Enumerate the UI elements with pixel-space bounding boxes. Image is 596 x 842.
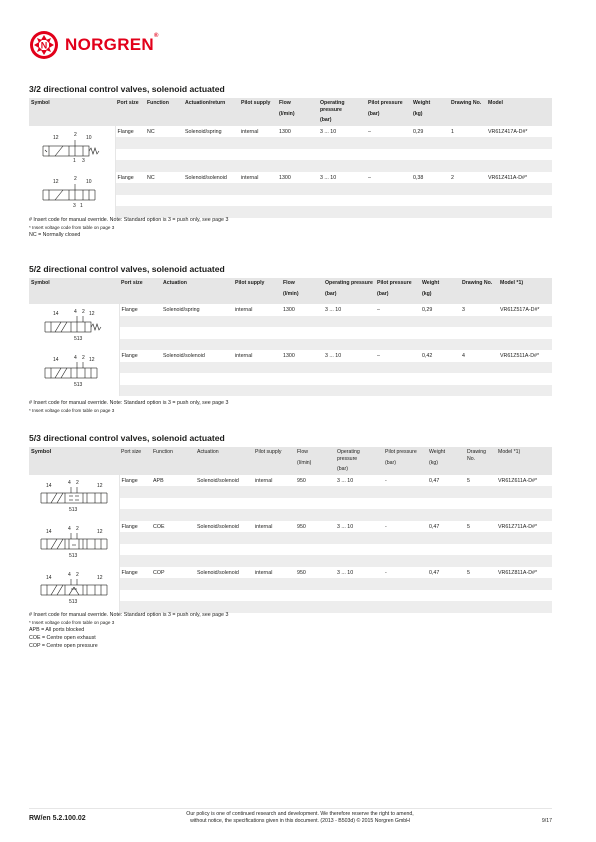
svg-text:N: N bbox=[40, 40, 48, 51]
table-header-row bbox=[29, 278, 552, 304]
symbol-port-label: 2 bbox=[82, 309, 85, 315]
cell-actuation: Solenoid/solenoid bbox=[197, 477, 239, 484]
symbol-port-label: 2 bbox=[76, 525, 79, 532]
cell-port-size: Flange bbox=[121, 569, 138, 576]
symbol-cell bbox=[29, 521, 119, 567]
unit-label: (bar) bbox=[337, 466, 348, 472]
cell-flow: 1300 bbox=[279, 128, 291, 135]
symbol-port-label: 3 bbox=[73, 202, 76, 209]
unit-label: (l/min) bbox=[279, 110, 295, 117]
table-row bbox=[29, 304, 552, 316]
note-abbreviation: NC = Normally closed bbox=[29, 231, 81, 238]
unit-label: (l/min) bbox=[283, 290, 299, 297]
col-header-weight: Weight (kg) bbox=[427, 447, 465, 475]
col-header-pilot-supply: Pilot supply bbox=[235, 280, 265, 286]
note-voltage-code: * Insert voltage code from table on page 3 bbox=[29, 619, 115, 625]
symbol-port-label: 4 bbox=[68, 479, 71, 486]
cell-port-size: Flange bbox=[117, 174, 134, 181]
note-manual-override: # Insert code for manual override. Note: Standard option is 3 = push only, see page 3 bbox=[29, 217, 229, 223]
note-abbreviation: COP = Centre open pressure bbox=[29, 642, 98, 649]
symbol-port-label: 4 bbox=[74, 309, 77, 315]
cell-pilot-pressure: – bbox=[368, 128, 371, 135]
symbol-port-label: 12 bbox=[53, 134, 59, 141]
cell-pilot-supply: internal bbox=[255, 523, 273, 530]
notes-5-2 bbox=[29, 400, 228, 415]
symbol-port-label: 14 bbox=[46, 574, 52, 581]
cell-operating-pressure: 3 ... 10 bbox=[325, 307, 342, 313]
symbol-port-label: 14 bbox=[53, 357, 59, 363]
unit-label: (kg) bbox=[429, 459, 438, 466]
section-5-2-valves bbox=[29, 264, 552, 396]
cell-pilot-pressure: - bbox=[385, 523, 387, 530]
symbol-cell bbox=[29, 172, 115, 218]
symbol-port-label: 1 bbox=[80, 202, 83, 209]
symbol-port-label: 12 bbox=[89, 357, 95, 363]
symbol-port-label: 513 bbox=[74, 336, 83, 342]
cell-model: VR61Z517A-D#* bbox=[500, 307, 540, 313]
col-header-pilot-supply: Pilot supply bbox=[241, 100, 271, 106]
symbol-port-label: 4 bbox=[74, 355, 77, 361]
cell-port-size: Flange bbox=[121, 307, 138, 313]
symbol-cell bbox=[29, 475, 119, 521]
symbol-port-label: 12 bbox=[89, 311, 95, 317]
table-row bbox=[29, 172, 552, 184]
table-row bbox=[29, 521, 552, 533]
unit-label: (kg) bbox=[413, 110, 423, 117]
cell-drawing-no: 1 bbox=[451, 128, 454, 135]
notes-3-2 bbox=[29, 217, 228, 240]
cell-pilot-pressure: – bbox=[377, 353, 380, 359]
symbol-cell bbox=[29, 304, 119, 350]
col-header-pilot-supply: Pilot supply bbox=[255, 449, 282, 455]
col-header-model: Model *1) bbox=[498, 449, 521, 455]
valve-symbol-icon bbox=[29, 567, 119, 611]
col-header-flow: Flow (l/min) bbox=[295, 447, 335, 475]
cell-model: VR61Z611A-D#* bbox=[498, 477, 538, 484]
unit-label: (bar) bbox=[368, 110, 380, 117]
cell-weight: 0,38 bbox=[413, 174, 424, 181]
col-header-drawing-no: Drawing No. bbox=[462, 280, 493, 286]
norgren-logo-icon bbox=[29, 30, 59, 60]
cell-pilot-supply: internal bbox=[241, 128, 259, 135]
cell-actuation: Solenoid/solenoid bbox=[163, 353, 205, 359]
section-title: 3/2 directional control valves, solenoid actuated bbox=[29, 84, 225, 94]
cell-model: VR61Z417A-D#* bbox=[488, 128, 528, 135]
cell-model: VR61Z411A-D#* bbox=[488, 174, 528, 181]
col-header-flow: Flow (l/min) bbox=[281, 278, 323, 304]
footer-disclaimer bbox=[140, 811, 460, 826]
valve-symbol-icon bbox=[29, 521, 119, 565]
valve-symbol-icon bbox=[29, 172, 115, 216]
col-header-model: Model *1) bbox=[500, 280, 524, 286]
cell-pilot-supply: internal bbox=[241, 174, 259, 181]
symbol-port-label: 10 bbox=[86, 134, 92, 141]
note-manual-override: # Insert code for manual override. Note: Standard option is 3 = push only, see page 3 bbox=[29, 400, 229, 406]
cell-actuation: Solenoid/solenoid bbox=[197, 523, 239, 530]
col-header-actuation: Actuation/return bbox=[185, 100, 226, 106]
footer-divider bbox=[29, 808, 552, 809]
symbol-port-label: 12 bbox=[97, 574, 103, 581]
cell-operating-pressure: 3 ... 10 bbox=[320, 128, 337, 135]
table-row bbox=[29, 126, 552, 138]
col-header-symbol: Symbol bbox=[31, 280, 50, 286]
cell-actuation: Solenoid/spring bbox=[185, 128, 222, 135]
symbol-port-label: 14 bbox=[46, 528, 52, 535]
cell-port-size: Flange bbox=[117, 128, 134, 135]
document-code: RW/en 5.2.100.02 bbox=[29, 815, 86, 822]
symbol-port-label: 4 bbox=[68, 525, 71, 532]
valve-symbol-icon bbox=[29, 126, 115, 170]
cell-actuation: Solenoid/solenoid bbox=[185, 174, 227, 181]
symbol-port-label: 513 bbox=[69, 598, 78, 605]
col-header-function: Function bbox=[147, 100, 169, 106]
cell-drawing-no: 5 bbox=[467, 569, 470, 576]
unit-label: (l/min) bbox=[297, 459, 312, 466]
symbol-cell bbox=[29, 567, 119, 613]
cell-port-size: Flange bbox=[121, 523, 138, 530]
cell-weight: 0,47 bbox=[429, 523, 440, 530]
valve-table-5-2 bbox=[29, 278, 552, 396]
symbol-port-label: 2 bbox=[76, 571, 79, 578]
col-header-actuation: Actuation bbox=[163, 280, 187, 286]
col-header-symbol: Symbol bbox=[31, 449, 52, 455]
col-header-weight: Weight (kg) bbox=[411, 98, 449, 126]
col-header-actuation: Actuation bbox=[197, 449, 219, 455]
col-header-drawing-no: Drawing No. bbox=[451, 100, 482, 106]
cell-model: VR61Z711A-D#* bbox=[498, 523, 538, 530]
disclaimer-line: Our policy is one of continued research and development. We therefore reserve the right to amend, bbox=[186, 811, 414, 817]
cell-flow: 950 bbox=[297, 477, 306, 484]
cell-operating-pressure: 3 ... 10 bbox=[337, 477, 354, 484]
valve-symbol-icon bbox=[29, 304, 119, 348]
symbol-port-label: 2 bbox=[76, 479, 79, 486]
symbol-port-label: 14 bbox=[53, 311, 59, 317]
cell-pilot-pressure: – bbox=[368, 174, 371, 181]
unit-label: (bar) bbox=[377, 290, 389, 297]
cell-weight: 0,47 bbox=[429, 569, 440, 576]
symbol-port-label: 2 bbox=[82, 355, 85, 361]
col-header-drawing-no: Drawing No. bbox=[467, 449, 487, 462]
col-header-pilot-pressure: Pilot pressure (bar) bbox=[375, 278, 420, 304]
brand-name: NORGREN® bbox=[65, 33, 159, 54]
col-header-symbol: Symbol bbox=[31, 100, 50, 106]
cell-pilot-supply: internal bbox=[235, 353, 253, 359]
valve-table-5-3 bbox=[29, 447, 552, 613]
cell-pilot-supply: internal bbox=[255, 477, 273, 484]
col-header-model: Model bbox=[488, 100, 503, 106]
note-voltage-code: * Insert voltage code from table on page 3 bbox=[29, 224, 115, 230]
cell-weight: 0,47 bbox=[429, 477, 440, 484]
cell-drawing-no: 5 bbox=[467, 523, 470, 530]
cell-flow: 1300 bbox=[279, 174, 291, 181]
cell-operating-pressure: 3 ... 10 bbox=[337, 523, 354, 530]
cell-model: VR61Z811A-D#* bbox=[498, 569, 538, 576]
symbol-port-label: 14 bbox=[46, 482, 52, 489]
notes-5-3 bbox=[29, 612, 228, 651]
table-row bbox=[29, 567, 552, 579]
unit-label: (bar) bbox=[325, 290, 337, 297]
symbol-port-label: 4 bbox=[68, 571, 71, 578]
cell-weight: 0,42 bbox=[422, 353, 433, 359]
symbol-port-label: 2 bbox=[74, 175, 77, 182]
unit-label: (bar) bbox=[320, 117, 332, 123]
cell-pilot-pressure: - bbox=[385, 477, 387, 484]
symbol-port-label: 513 bbox=[69, 552, 78, 559]
symbol-port-label: 3 bbox=[82, 157, 85, 164]
cell-function: COE bbox=[153, 523, 165, 530]
note-manual-override: # Insert code for manual override. Note: Standard option is 3 = push only, see page 3 bbox=[29, 612, 229, 618]
table-row bbox=[29, 350, 552, 362]
cell-pilot-pressure: – bbox=[377, 307, 380, 313]
col-header-pilot-pressure: Pilot pressure (bar) bbox=[366, 98, 411, 126]
cell-function: COP bbox=[153, 569, 165, 576]
valve-table-3-2 bbox=[29, 98, 552, 218]
symbol-port-label: 513 bbox=[74, 382, 83, 388]
note-voltage-code: * Insert voltage code from table on page 3 bbox=[29, 407, 115, 413]
cell-pilot-pressure: - bbox=[385, 569, 387, 576]
symbol-port-label: 10 bbox=[86, 178, 92, 185]
disclaimer-line: without notice, the specifications given in this document. (2013 - B503d) © 2015 Norgren GmbH bbox=[190, 818, 410, 825]
symbol-cell bbox=[29, 126, 115, 172]
page-number: 9/17 bbox=[541, 818, 552, 824]
section-title: 5/3 directional control valves, solenoid actuated bbox=[29, 433, 225, 443]
table-header-row bbox=[29, 447, 552, 475]
col-header-operating-pressure: Operating pressure (bar) bbox=[318, 98, 366, 126]
cell-port-size: Flange bbox=[121, 477, 138, 484]
cell-operating-pressure: 3 ... 10 bbox=[325, 353, 342, 359]
symbol-port-label: 2 bbox=[74, 131, 77, 138]
section-3-2-valves bbox=[29, 84, 552, 218]
norgren-logo bbox=[29, 30, 159, 60]
note-abbreviation: COE = Centre open exhaust bbox=[29, 634, 96, 641]
cell-operating-pressure: 3 ... 10 bbox=[320, 174, 337, 181]
symbol-port-label: 12 bbox=[53, 178, 59, 185]
table-header-row bbox=[29, 98, 552, 126]
symbol-port-label: 1 bbox=[73, 157, 76, 164]
cell-drawing-no: 4 bbox=[462, 353, 465, 359]
cell-port-size: Flange bbox=[121, 353, 138, 359]
section-title: 5/2 directional control valves, solenoid actuated bbox=[29, 264, 225, 274]
cell-flow: 950 bbox=[297, 569, 306, 576]
col-header-port-size: Port size bbox=[121, 449, 142, 455]
symbol-port-label: 513 bbox=[69, 506, 78, 513]
col-header-flow: Flow (l/min) bbox=[277, 98, 318, 126]
symbol-port-label: 12 bbox=[97, 482, 103, 489]
cell-flow: 950 bbox=[297, 523, 306, 530]
cell-drawing-no: 5 bbox=[467, 477, 470, 484]
col-header-port-size: Port size bbox=[121, 280, 143, 286]
cell-flow: 1300 bbox=[283, 353, 295, 359]
cell-weight: 0,29 bbox=[413, 128, 424, 135]
cell-actuation: Solenoid/spring bbox=[163, 307, 200, 313]
cell-function: APB bbox=[153, 477, 164, 484]
col-header-operating-pressure: Operating pressure (bar) bbox=[325, 280, 373, 297]
cell-function: NC bbox=[147, 128, 155, 135]
cell-pilot-supply: internal bbox=[255, 569, 273, 576]
cell-actuation: Solenoid/solenoid bbox=[197, 569, 239, 576]
cell-function: NC bbox=[147, 174, 155, 181]
col-header-port-size: Port size bbox=[117, 100, 139, 106]
col-header-function: Function bbox=[153, 449, 173, 455]
section-5-3-valves bbox=[29, 433, 552, 613]
cell-flow: 1300 bbox=[283, 307, 295, 313]
cell-drawing-no: 3 bbox=[462, 307, 465, 313]
cell-weight: 0,29 bbox=[422, 307, 433, 313]
col-header-pilot-pressure: Pilot pressure (bar) bbox=[383, 447, 427, 475]
symbol-cell bbox=[29, 350, 119, 396]
col-header-weight: Weight (kg) bbox=[420, 278, 460, 304]
symbol-port-label: 12 bbox=[97, 528, 103, 535]
cell-pilot-supply: internal bbox=[235, 307, 253, 313]
valve-symbol-icon bbox=[29, 475, 119, 519]
unit-label: (kg) bbox=[422, 290, 432, 297]
col-header-operating-pressure: Operating pressure (bar) bbox=[335, 447, 383, 475]
cell-operating-pressure: 3 ... 10 bbox=[337, 569, 354, 576]
note-abbreviation: APB = All ports blocked bbox=[29, 626, 85, 633]
cell-drawing-no: 2 bbox=[451, 174, 454, 181]
cell-model: VR61Z511A-D#* bbox=[500, 353, 540, 359]
unit-label: (bar) bbox=[385, 459, 396, 466]
table-row bbox=[29, 475, 552, 487]
valve-symbol-icon bbox=[29, 350, 119, 394]
